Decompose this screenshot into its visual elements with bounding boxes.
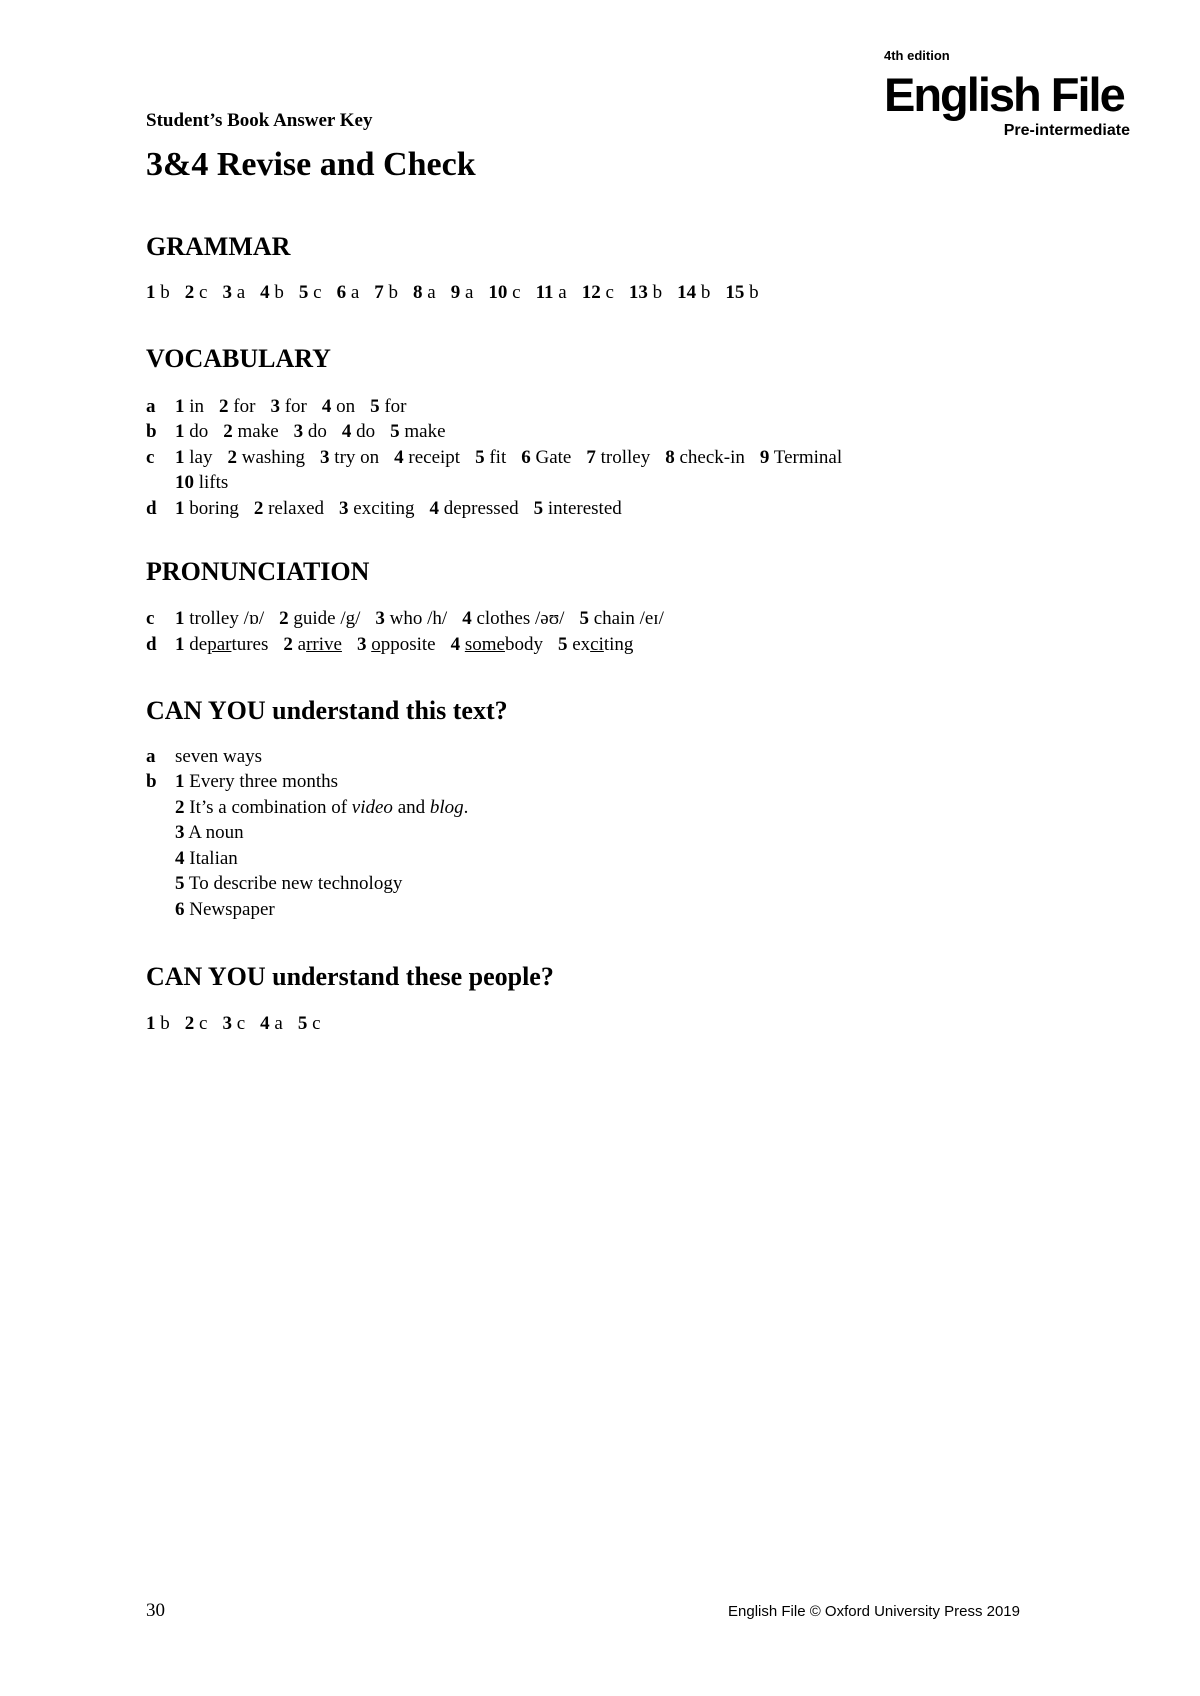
answer-item [582,282,614,303]
answer-text: b [388,282,398,303]
item-number: 2 [184,282,195,303]
answer-item [429,498,518,519]
answer-text: boring [189,498,239,519]
answer-text: interested [547,498,622,519]
vocabulary-row [146,447,842,469]
answer-item [222,1013,245,1034]
answer-item [222,282,245,303]
answer-item [146,1013,170,1034]
reading-a-answer: seven ways [175,746,263,767]
ipa-symbol: /eɪ/ [639,608,664,629]
answer-text: do [189,421,209,442]
reading-b4-row [175,848,238,870]
answer-item [374,282,398,303]
answer-item [299,282,322,303]
item-number: 8 [665,447,675,468]
answer-item [534,498,622,519]
answer-text: a [464,282,474,303]
answer-text: a [558,282,567,303]
answer-text: b [652,282,663,303]
answer-text: c [236,1013,246,1034]
answer-item [227,447,305,468]
reading-b6-row [175,899,275,921]
answer-item [488,282,520,303]
reading-b2-row [175,797,468,819]
answer-italic: video [351,797,393,818]
reading-heading: CAN YOU understand this text? [146,696,508,725]
item-number: 1 [175,396,185,417]
english-file-logo [884,48,1130,144]
item-number: 1 [175,608,185,629]
answer-word: chain [593,608,635,629]
item-number: 6 [336,282,347,303]
answer-item [337,282,360,303]
row-letter: c [146,608,155,629]
answer-item [175,396,204,417]
item-number: 7 [586,447,596,468]
item-number: 6 [521,447,531,468]
row-letter: b [146,771,157,792]
item-number: 5 [370,396,380,417]
pronunciation-d-row [146,634,633,656]
item-number: 3 [222,1013,232,1034]
answer-item [146,282,170,303]
answer-item [462,608,564,629]
item-number: 15 [725,282,745,303]
row-letter: a [146,396,156,417]
word-part: ex [572,634,591,655]
logo-brand: English File [884,68,1124,121]
stressed-syllable: o [371,634,381,655]
word-part: de [189,634,208,655]
answer-item [270,396,306,417]
answer-text: a [427,282,436,303]
row-letter: b [146,421,157,442]
word-part: pposite [380,634,436,655]
item-number: 4 [341,421,352,442]
answer-text: for [233,396,256,417]
page-subtitle: Student’s Book Answer Key [146,110,373,131]
answer-text: Newspaper [189,899,275,920]
answer-text: b [749,282,759,303]
answer-item [185,1013,208,1034]
answer-item [558,634,633,655]
grammar-answers [146,282,759,304]
answer-item [370,396,406,417]
answer-item [260,1013,283,1034]
answer-word: trolley [189,608,239,629]
row-letter: d [146,634,157,655]
answer-item [451,282,474,303]
stressed-syllable: some [464,634,505,655]
item-number: 3 [320,447,330,468]
word-part: a [297,634,307,655]
answer-item [254,498,324,519]
answer-text: fit [489,447,507,468]
item-number: 3 [293,421,304,442]
stressed-syllable: ci [590,634,604,655]
item-number: 2 [227,447,237,468]
answer-item [175,447,212,468]
item-number: 14 [677,282,697,303]
answer-item [260,282,284,303]
item-number: 1 [175,634,185,655]
answer-item [451,634,543,655]
ipa-symbol: /əʊ/ [535,608,565,629]
answer-item [357,634,436,655]
row-letter: d [146,498,157,519]
item-number: 2 [279,608,289,629]
ipa-symbol: /h/ [427,608,448,629]
reading-b3-row [175,822,244,844]
answer-item [586,447,650,468]
item-number: 4 [394,447,404,468]
item-number: 5 [175,873,185,894]
row-letter: a [146,746,156,767]
answer-text: lay [189,447,213,468]
answer-text: c [312,1013,321,1034]
item-number: 2 [184,1013,195,1034]
answer-item [390,421,445,442]
answer-item [223,421,278,442]
item-number: 5 [297,1013,308,1034]
item-number: 1 [175,447,185,468]
ipa-symbol: /ɒ/ [243,608,265,629]
item-number: 5 [475,447,485,468]
vocabulary-row [146,498,622,520]
answer-item [175,421,208,442]
reading-b-row [146,771,338,793]
item-number: 4 [260,1013,270,1034]
item-number: 6 [175,899,185,920]
item-number: 1 [146,282,156,303]
logo-level: Pre-intermediate [1003,122,1130,139]
item-number: 11 [535,282,554,303]
answer-item [298,1013,321,1034]
answer-item [342,421,375,442]
answer-item [219,396,255,417]
answer-item [536,282,567,303]
answer-item [175,472,228,493]
answer-item [185,282,208,303]
item-number: 2 [219,396,229,417]
stressed-syllable: rrive [306,634,342,655]
item-number: 2 [175,797,185,818]
answer-text: try on [334,447,380,468]
answer-text: b [700,282,711,303]
answer-text: b [160,1013,170,1034]
answer-text: do [307,421,327,442]
answer-text: A noun [188,822,244,843]
item-number: 7 [374,282,384,303]
answer-text: b [160,282,170,303]
item-number: 2 [223,421,233,442]
answer-text: for [384,396,407,417]
answer-text: c [199,282,208,303]
answer-item [394,447,460,468]
answer-item [279,608,360,629]
item-number: 4 [462,608,472,629]
item-number: 3 [375,608,385,629]
reading-b5-row [175,873,402,895]
item-number: 5 [533,498,544,519]
word-part: body [504,634,543,655]
answer-text: Terminal [773,447,843,468]
item-number: 1 [175,771,185,792]
answer-item [175,608,264,629]
answer-text: exciting [353,498,415,519]
answer-text: relaxed [268,498,325,519]
item-number: 1 [175,421,185,442]
item-number: 2 [283,634,293,655]
item-number: 2 [253,498,264,519]
reading-b1-answer: Every three months [189,771,339,792]
item-number: 1 [175,498,185,519]
answer-text: c [605,282,614,303]
ipa-symbol: /g/ [340,608,361,629]
reading-a-row [146,746,262,768]
answer-text: do [356,421,376,442]
answer-text: trolley [600,447,651,468]
item-number: 3 [175,822,185,843]
vocabulary-row [146,396,407,418]
answer-text: . [463,797,469,818]
answer-text: lifts [198,472,229,493]
item-number: 5 [298,282,309,303]
answer-text: a [236,282,246,303]
item-number: 3 [356,634,367,655]
answer-text: make [237,421,279,442]
answer-italic: blog [429,797,464,818]
answer-text: Gate [535,447,572,468]
word-part: ting [603,634,634,655]
answer-text: in [189,396,205,417]
row-letter: c [146,447,155,468]
answer-item [665,447,745,468]
answer-item [294,421,327,442]
item-number: 5 [390,421,400,442]
item-number: 5 [579,608,589,629]
answer-text: and [392,797,430,818]
answer-text: depressed [443,498,519,519]
vocabulary-row [146,421,446,443]
vocabulary-heading: VOCABULARY [146,344,331,373]
item-number: 8 [413,282,423,303]
item-number: 1 [146,1013,156,1034]
answer-item [629,282,662,303]
answer-item [677,282,710,303]
answer-text: To describe new technology [188,873,403,894]
item-number: 13 [628,282,648,303]
answer-text: c [512,282,521,303]
answer-text: check-in [679,447,745,468]
answer-text: receipt [408,447,461,468]
answer-text: washing [241,447,306,468]
item-number: 4 [429,498,439,519]
item-number: 3 [270,396,280,417]
answer-text: Italian [189,848,238,869]
item-number: 12 [581,282,601,303]
answer-text: c [313,282,322,303]
answer-text: a [350,282,360,303]
item-number: 4 [450,634,461,655]
answer-item [413,282,436,303]
word-part: tures [231,634,269,655]
answer-item [322,396,355,417]
answer-item [725,282,758,303]
answer-item [760,447,842,468]
answer-text: for [284,396,307,417]
item-number: 4 [175,848,185,869]
answer-item [375,608,447,629]
grammar-heading: GRAMMAR [146,232,291,261]
answer-item [175,634,268,655]
item-number: 3 [222,282,232,303]
listening-heading: CAN YOU understand these people? [146,962,554,991]
answer-word: guide [293,608,336,629]
answer-item [475,447,506,468]
answer-item [339,498,414,519]
answer-text: b [274,282,284,303]
answer-item [283,634,342,655]
item-number: 4 [260,282,270,303]
answer-text: c [199,1013,208,1034]
answer-text: on [336,396,356,417]
answer-text: a [274,1013,283,1034]
answer-item [175,498,239,519]
answer-text: It’s a combination of [189,797,352,818]
page-number: 30 [146,1600,165,1621]
answer-word: clothes [476,608,531,629]
answer-text: make [404,421,446,442]
item-number: 3 [339,498,349,519]
copyright: English File © Oxford University Press 2019 [728,1603,1020,1620]
item-number: 5 [557,634,568,655]
answer-item [579,608,663,629]
vocabulary-row [146,472,228,494]
listening-answers [146,1013,321,1035]
item-number: 10 [488,282,508,303]
answer-word: who [389,608,423,629]
answer-item [521,447,571,468]
answer-item [320,447,379,468]
item-number: 9 [450,282,461,303]
item-number: 10 [175,472,194,493]
stressed-syllable: par [207,634,232,655]
page-title: 3&4 Revise and Check [146,146,476,183]
pronunciation-heading: PRONUNCIATION [146,557,370,586]
item-number: 9 [759,447,770,468]
logo-edition: 4th edition [884,48,950,63]
pronunciation-c-row [146,608,664,630]
item-number: 4 [321,396,332,417]
